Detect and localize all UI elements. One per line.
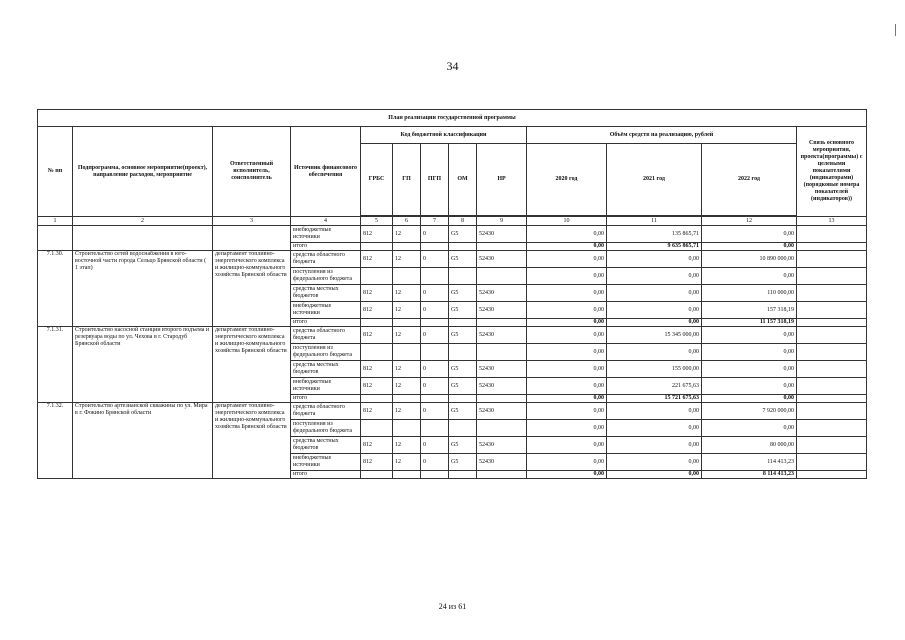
cell-grbs <box>361 319 393 327</box>
cell-pgp: 0 <box>421 378 449 395</box>
cell-source: средства областного бюджета <box>291 327 361 344</box>
cell-grbs: 812 <box>361 378 393 395</box>
cell-y2022: 7 920 000,00 <box>702 403 797 420</box>
header-funds-group: Объём средств на реализацию, рублей <box>527 127 797 144</box>
cell-np <box>477 395 527 403</box>
cell-link <box>797 268 867 285</box>
cell-y2021: 0,00 <box>607 268 702 285</box>
cell-np: 52430 <box>477 327 527 344</box>
cell-responsible <box>213 226 291 251</box>
cell-om <box>449 395 477 403</box>
header-code-group: Код бюджетной классификации <box>361 127 527 144</box>
cell-y2021: 15 345 000,00 <box>607 327 702 344</box>
cell-y2021: 0,00 <box>607 437 702 454</box>
column-number: 8 <box>449 217 477 226</box>
cell-source: итого <box>291 395 361 403</box>
cell-program: Строительство насосной станции второго подъема и резервуара воды по ул. Чехова в г. Стародуб Брянской области <box>73 327 213 403</box>
cell-gp: 12 <box>393 302 421 319</box>
cell-pgp: 0 <box>421 302 449 319</box>
cell-y2022: 0,00 <box>702 344 797 361</box>
cell-om: G5 <box>449 251 477 268</box>
cell-grbs: 812 <box>361 437 393 454</box>
column-number: 4 <box>291 217 361 226</box>
cell-gp: 12 <box>393 361 421 378</box>
cell-gp <box>393 319 421 327</box>
cell-y2020: 0,00 <box>527 395 607 403</box>
cell-y2022: 10 890 000,00 <box>702 251 797 268</box>
cell-source: поступления из федерального бюджета <box>291 420 361 437</box>
cell-gp <box>393 268 421 285</box>
cell-link <box>797 378 867 395</box>
cell-y2020: 0,00 <box>527 268 607 285</box>
cell-grbs: 812 <box>361 285 393 302</box>
cell-gp <box>393 344 421 361</box>
cell-program: Строительство артезианской скважины по ул. Мира в г. Фокино Брянской области <box>73 403 213 479</box>
cell-np <box>477 268 527 285</box>
cell-pgp <box>421 243 449 251</box>
cell-y2020: 0,00 <box>527 437 607 454</box>
cell-y2021: 0,00 <box>607 285 702 302</box>
cell-program: Строительство сетей водоснабжения в юго-восточной части города Сельцо Брянской области ( 1 этап) <box>73 251 213 327</box>
cell-y2022: 11 157 318,19 <box>702 319 797 327</box>
column-number: 13 <box>797 217 867 226</box>
column-number: 12 <box>702 217 797 226</box>
cell-y2022: 0,00 <box>702 226 797 243</box>
cell-gp: 12 <box>393 454 421 471</box>
cell-y2022: 0,00 <box>702 327 797 344</box>
cell-np: 52430 <box>477 285 527 302</box>
cell-np <box>477 243 527 251</box>
cell-gp: 12 <box>393 378 421 395</box>
header-source: Источник финансового обеспечения <box>291 127 361 217</box>
cell-pgp <box>421 395 449 403</box>
cell-program <box>73 226 213 251</box>
cell-y2022: 80 000,00 <box>702 437 797 454</box>
cell-link <box>797 285 867 302</box>
cell-np <box>477 319 527 327</box>
cell-link <box>797 395 867 403</box>
cell-om: G5 <box>449 454 477 471</box>
cell-link <box>797 361 867 378</box>
cell-gp <box>393 420 421 437</box>
cell-np: 52430 <box>477 251 527 268</box>
cell-y2021: 135 865,71 <box>607 226 702 243</box>
cell-om <box>449 243 477 251</box>
cell-link <box>797 327 867 344</box>
cell-np <box>477 471 527 479</box>
cell-grbs: 812 <box>361 302 393 319</box>
column-number: 1 <box>38 217 73 226</box>
cell-num: 7.1.31. <box>38 327 73 403</box>
column-number: 7 <box>421 217 449 226</box>
cell-link <box>797 420 867 437</box>
cell-link <box>797 243 867 251</box>
cell-grbs: 812 <box>361 327 393 344</box>
header-2021: 2021 год <box>607 144 702 216</box>
cell-link <box>797 251 867 268</box>
cell-y2020: 0,00 <box>527 403 607 420</box>
cell-np: 52430 <box>477 361 527 378</box>
cell-y2022: 8 114 413,23 <box>702 471 797 479</box>
cell-source: средства областного бюджета <box>291 403 361 420</box>
cell-y2020: 0,00 <box>527 378 607 395</box>
cell-y2022: 0,00 <box>702 268 797 285</box>
cell-gp <box>393 243 421 251</box>
cell-pgp: 0 <box>421 454 449 471</box>
cell-grbs <box>361 471 393 479</box>
cell-om: G5 <box>449 285 477 302</box>
cell-y2021: 0,00 <box>607 344 702 361</box>
cell-np: 52430 <box>477 454 527 471</box>
cell-om <box>449 268 477 285</box>
cell-source: средства местных бюджетов <box>291 285 361 302</box>
column-number: 3 <box>213 217 291 226</box>
cell-responsible: департамент топливно-энергетического комплекса и жилищно-коммунального хозяйства Брянской области <box>213 251 291 327</box>
cell-y2022: 0,00 <box>702 243 797 251</box>
cell-grbs: 812 <box>361 361 393 378</box>
cell-y2020: 0,00 <box>527 471 607 479</box>
cell-grbs <box>361 395 393 403</box>
cell-num <box>38 226 73 251</box>
cell-np <box>477 420 527 437</box>
header-np: НР <box>477 144 527 216</box>
column-number: 9 <box>477 217 527 226</box>
cell-y2021: 155 000,00 <box>607 361 702 378</box>
cell-y2020: 0,00 <box>527 361 607 378</box>
cell-y2020: 0,00 <box>527 243 607 251</box>
column-number: 5 <box>361 217 393 226</box>
cell-y2020: 0,00 <box>527 319 607 327</box>
page-number: 34 <box>446 59 459 73</box>
cell-pgp <box>421 420 449 437</box>
cell-pgp <box>421 268 449 285</box>
cell-pgp: 0 <box>421 403 449 420</box>
cell-pgp: 0 <box>421 327 449 344</box>
cell-y2022: 0,00 <box>702 420 797 437</box>
cell-y2020: 0,00 <box>527 454 607 471</box>
cell-grbs: 812 <box>361 403 393 420</box>
cell-link <box>797 437 867 454</box>
cell-y2021: 15 721 675,63 <box>607 395 702 403</box>
cell-om: G5 <box>449 302 477 319</box>
cell-grbs <box>361 420 393 437</box>
cell-y2020: 0,00 <box>527 302 607 319</box>
header-grbs: ГРБС <box>361 144 393 216</box>
cell-om <box>449 344 477 361</box>
cell-y2021: 0,00 <box>607 403 702 420</box>
cell-y2020: 0,00 <box>527 226 607 243</box>
cell-num: 7.1.30. <box>38 251 73 327</box>
header-link: Связь основного мероприятия, проекта(программы) с целевыми показателями (индикаторами) (порядковые номера показателей (индикаторов)) <box>797 127 867 217</box>
cell-num: 7.1.32. <box>38 403 73 479</box>
cell-pgp: 0 <box>421 285 449 302</box>
cell-grbs <box>361 268 393 285</box>
table-row <box>38 226 867 243</box>
table-title: План реализации государственной программы <box>38 110 867 127</box>
cell-gp: 12 <box>393 437 421 454</box>
cell-y2020: 0,00 <box>527 251 607 268</box>
cell-y2020: 0,00 <box>527 344 607 361</box>
program-plan-table <box>37 109 867 479</box>
cell-grbs: 812 <box>361 226 393 243</box>
cell-om <box>449 319 477 327</box>
cell-source: итого <box>291 243 361 251</box>
cell-y2021: 0,00 <box>607 454 702 471</box>
cell-pgp: 0 <box>421 251 449 268</box>
page-footer: 24 из 61 <box>438 602 467 611</box>
cell-link <box>797 302 867 319</box>
cell-pgp <box>421 319 449 327</box>
cell-y2020: 0,00 <box>527 420 607 437</box>
table-row <box>38 403 867 420</box>
cell-y2022: 0,00 <box>702 361 797 378</box>
cell-y2021: 9 635 865,71 <box>607 243 702 251</box>
cell-om <box>449 420 477 437</box>
cell-link <box>797 403 867 420</box>
cell-y2022: 0,00 <box>702 378 797 395</box>
cell-y2021: 221 675,63 <box>607 378 702 395</box>
column-number: 11 <box>607 217 702 226</box>
cell-link <box>797 319 867 327</box>
cell-responsible: департамент топливно-энергетического комплекса и жилищно-коммунального хозяйства Брянской области <box>213 327 291 403</box>
cell-gp: 12 <box>393 285 421 302</box>
cell-y2020: 0,00 <box>527 327 607 344</box>
cell-pgp <box>421 344 449 361</box>
header-pgp: ПГП <box>421 144 449 216</box>
cell-responsible: департамент топливно-энергетического комплекса и жилищно-коммунального хозяйства Брянской области <box>213 403 291 479</box>
cell-y2022: 0,00 <box>702 395 797 403</box>
cell-y2021: 0,00 <box>607 471 702 479</box>
cell-y2021: 0,00 <box>607 319 702 327</box>
cell-y2022: 157 318,19 <box>702 302 797 319</box>
cell-gp <box>393 395 421 403</box>
cell-pgp: 0 <box>421 226 449 243</box>
cell-om: G5 <box>449 361 477 378</box>
header-program: Подпрограмма, основное мероприятие(проект), направление расходов, мероприятие <box>73 127 213 217</box>
column-number: 2 <box>73 217 213 226</box>
cell-link <box>797 226 867 243</box>
cell-gp: 12 <box>393 251 421 268</box>
cell-y2020: 0,00 <box>527 285 607 302</box>
cell-source: поступления из федерального бюджета <box>291 268 361 285</box>
cell-source: средства областного бюджета <box>291 251 361 268</box>
cell-pgp: 0 <box>421 361 449 378</box>
cell-y2022: 110 000,00 <box>702 285 797 302</box>
table-row <box>38 327 867 344</box>
cell-source: внебюджетные источники <box>291 302 361 319</box>
cell-np: 52430 <box>477 378 527 395</box>
cell-np: 52430 <box>477 403 527 420</box>
cell-grbs: 812 <box>361 251 393 268</box>
cell-om <box>449 471 477 479</box>
cell-grbs: 812 <box>361 454 393 471</box>
cell-source: средства местных бюджетов <box>291 437 361 454</box>
cell-source: внебюджетные источники <box>291 378 361 395</box>
cell-grbs <box>361 344 393 361</box>
cell-pgp: 0 <box>421 437 449 454</box>
cell-om: G5 <box>449 327 477 344</box>
column-number: 6 <box>393 217 421 226</box>
cell-y2021: 0,00 <box>607 302 702 319</box>
cell-y2022: 114 413,23 <box>702 454 797 471</box>
cell-gp <box>393 471 421 479</box>
edge-mark <box>895 24 896 36</box>
cell-link <box>797 471 867 479</box>
cell-source: внебюджетные источники <box>291 226 361 243</box>
cell-grbs <box>361 243 393 251</box>
table-row <box>38 251 867 268</box>
cell-source: внебюджетные источники <box>291 454 361 471</box>
cell-source: средства местных бюджетов <box>291 361 361 378</box>
cell-source: итого <box>291 319 361 327</box>
cell-link <box>797 344 867 361</box>
cell-y2021: 0,00 <box>607 420 702 437</box>
cell-y2021: 0,00 <box>607 251 702 268</box>
header-2022: 2022 год <box>702 144 797 216</box>
cell-gp: 12 <box>393 226 421 243</box>
cell-om: G5 <box>449 226 477 243</box>
cell-om: G5 <box>449 403 477 420</box>
cell-gp: 12 <box>393 403 421 420</box>
cell-np: 52430 <box>477 226 527 243</box>
cell-pgp <box>421 471 449 479</box>
cell-om: G5 <box>449 378 477 395</box>
header-responsible: Ответственный исполнитель, соисполнитель <box>213 127 291 217</box>
cell-np <box>477 344 527 361</box>
cell-source: итого <box>291 471 361 479</box>
header-gp: ГП <box>393 144 421 216</box>
cell-source: поступления из федерального бюджета <box>291 344 361 361</box>
cell-link <box>797 454 867 471</box>
header-2020: 2020 год <box>527 144 607 216</box>
column-number: 10 <box>527 217 607 226</box>
cell-np: 52430 <box>477 302 527 319</box>
cell-np: 52430 <box>477 437 527 454</box>
header-om: ОМ <box>449 144 477 216</box>
header-num: № пп <box>38 127 73 217</box>
cell-gp: 12 <box>393 327 421 344</box>
cell-om: G5 <box>449 437 477 454</box>
